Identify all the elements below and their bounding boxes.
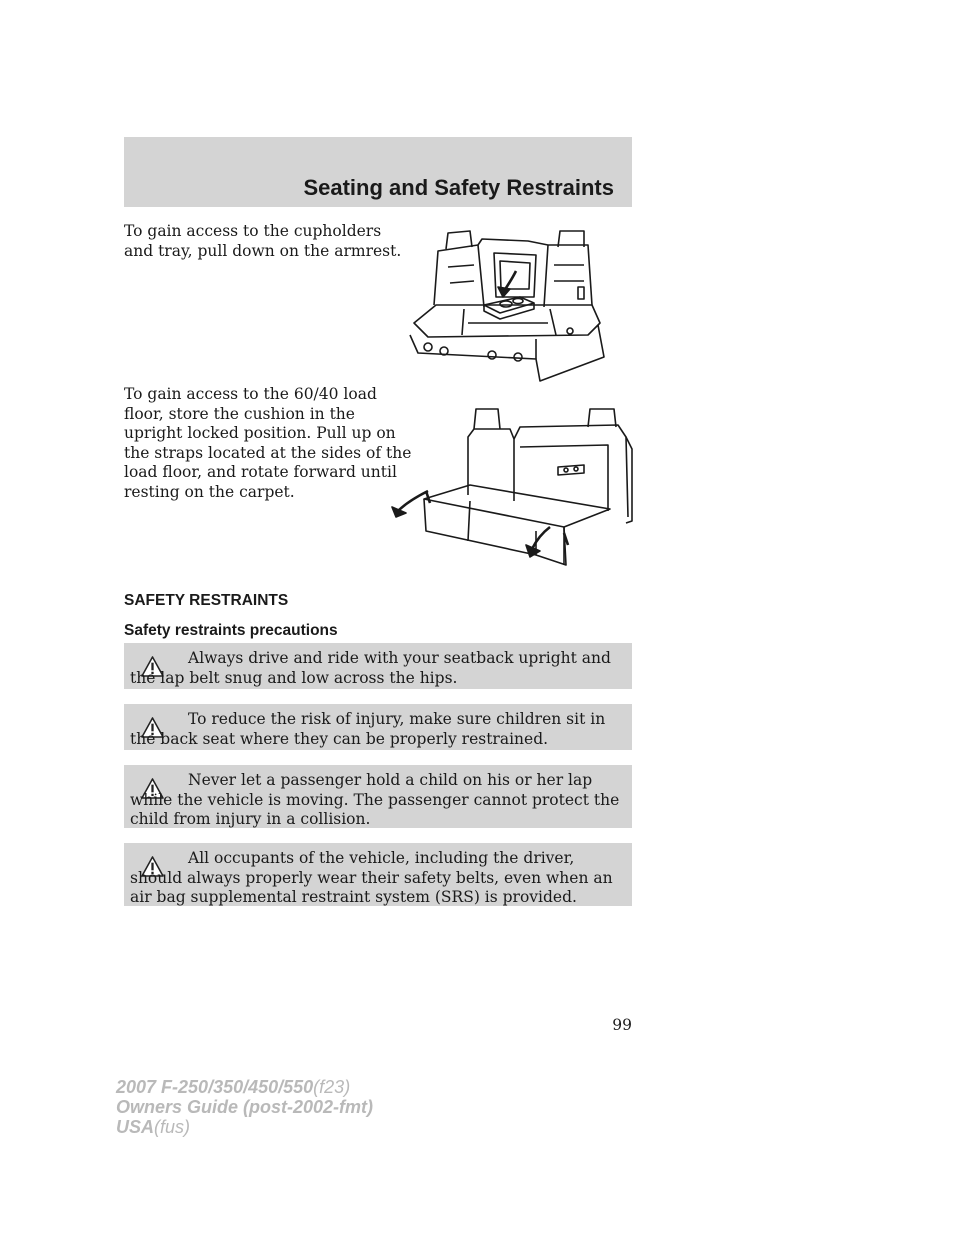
- footer-region-line: [116, 1117, 373, 1137]
- warning-box: [124, 643, 632, 689]
- warning-text: All occupants of the vehicle, including the driver, should always properly wear their safety belts, even when an air bag supplemental restraint system (SRS) is provided.: [130, 849, 613, 907]
- warning-box: [124, 704, 632, 750]
- page-header: [124, 137, 632, 207]
- footer-guide: Owners Guide (post-2002-fmt): [116, 1097, 374, 1117]
- armrest-instruction: To gain access to the cupholders and tray, pull down on the armrest.: [124, 222, 402, 260]
- footer: [116, 1077, 373, 1137]
- page-number: 99: [612, 1016, 632, 1034]
- footer-model-line: [116, 1077, 373, 1097]
- warning-box: [124, 843, 632, 906]
- footer-model: 2007 F-250/350/450/550: [116, 1077, 314, 1097]
- subsection-heading: Safety restraints precautions: [124, 622, 338, 639]
- footer-region: USA: [116, 1117, 155, 1137]
- armrest-seat-illustration: [408, 227, 608, 385]
- load-floor-illustration: [388, 405, 642, 567]
- footer-region-code: (fus): [154, 1117, 191, 1137]
- section-title: Seating and Safety Restraints: [303, 175, 614, 200]
- warning-text: Always drive and ride with your seatback upright and the lap belt snug and low across the hips.: [130, 649, 611, 687]
- warning-box: [124, 765, 632, 828]
- load-floor-instruction: To gain access to the 60/40 load floor, store the cushion in the upright locked position. Pull up on the straps located at the sides of the load floor, and rotate forward until resting on the carpet.: [124, 385, 412, 501]
- warning-text: Never let a passenger hold a child on his or her lap while the vehicle is moving. The passenger cannot protect the child from injury in a collision.: [130, 771, 620, 829]
- section-heading: SAFETY RESTRAINTS: [124, 592, 289, 609]
- footer-model-code: (f23): [313, 1077, 351, 1097]
- warning-text: To reduce the risk of injury, make sure children sit in the back seat where they can be properly restrained.: [130, 710, 606, 748]
